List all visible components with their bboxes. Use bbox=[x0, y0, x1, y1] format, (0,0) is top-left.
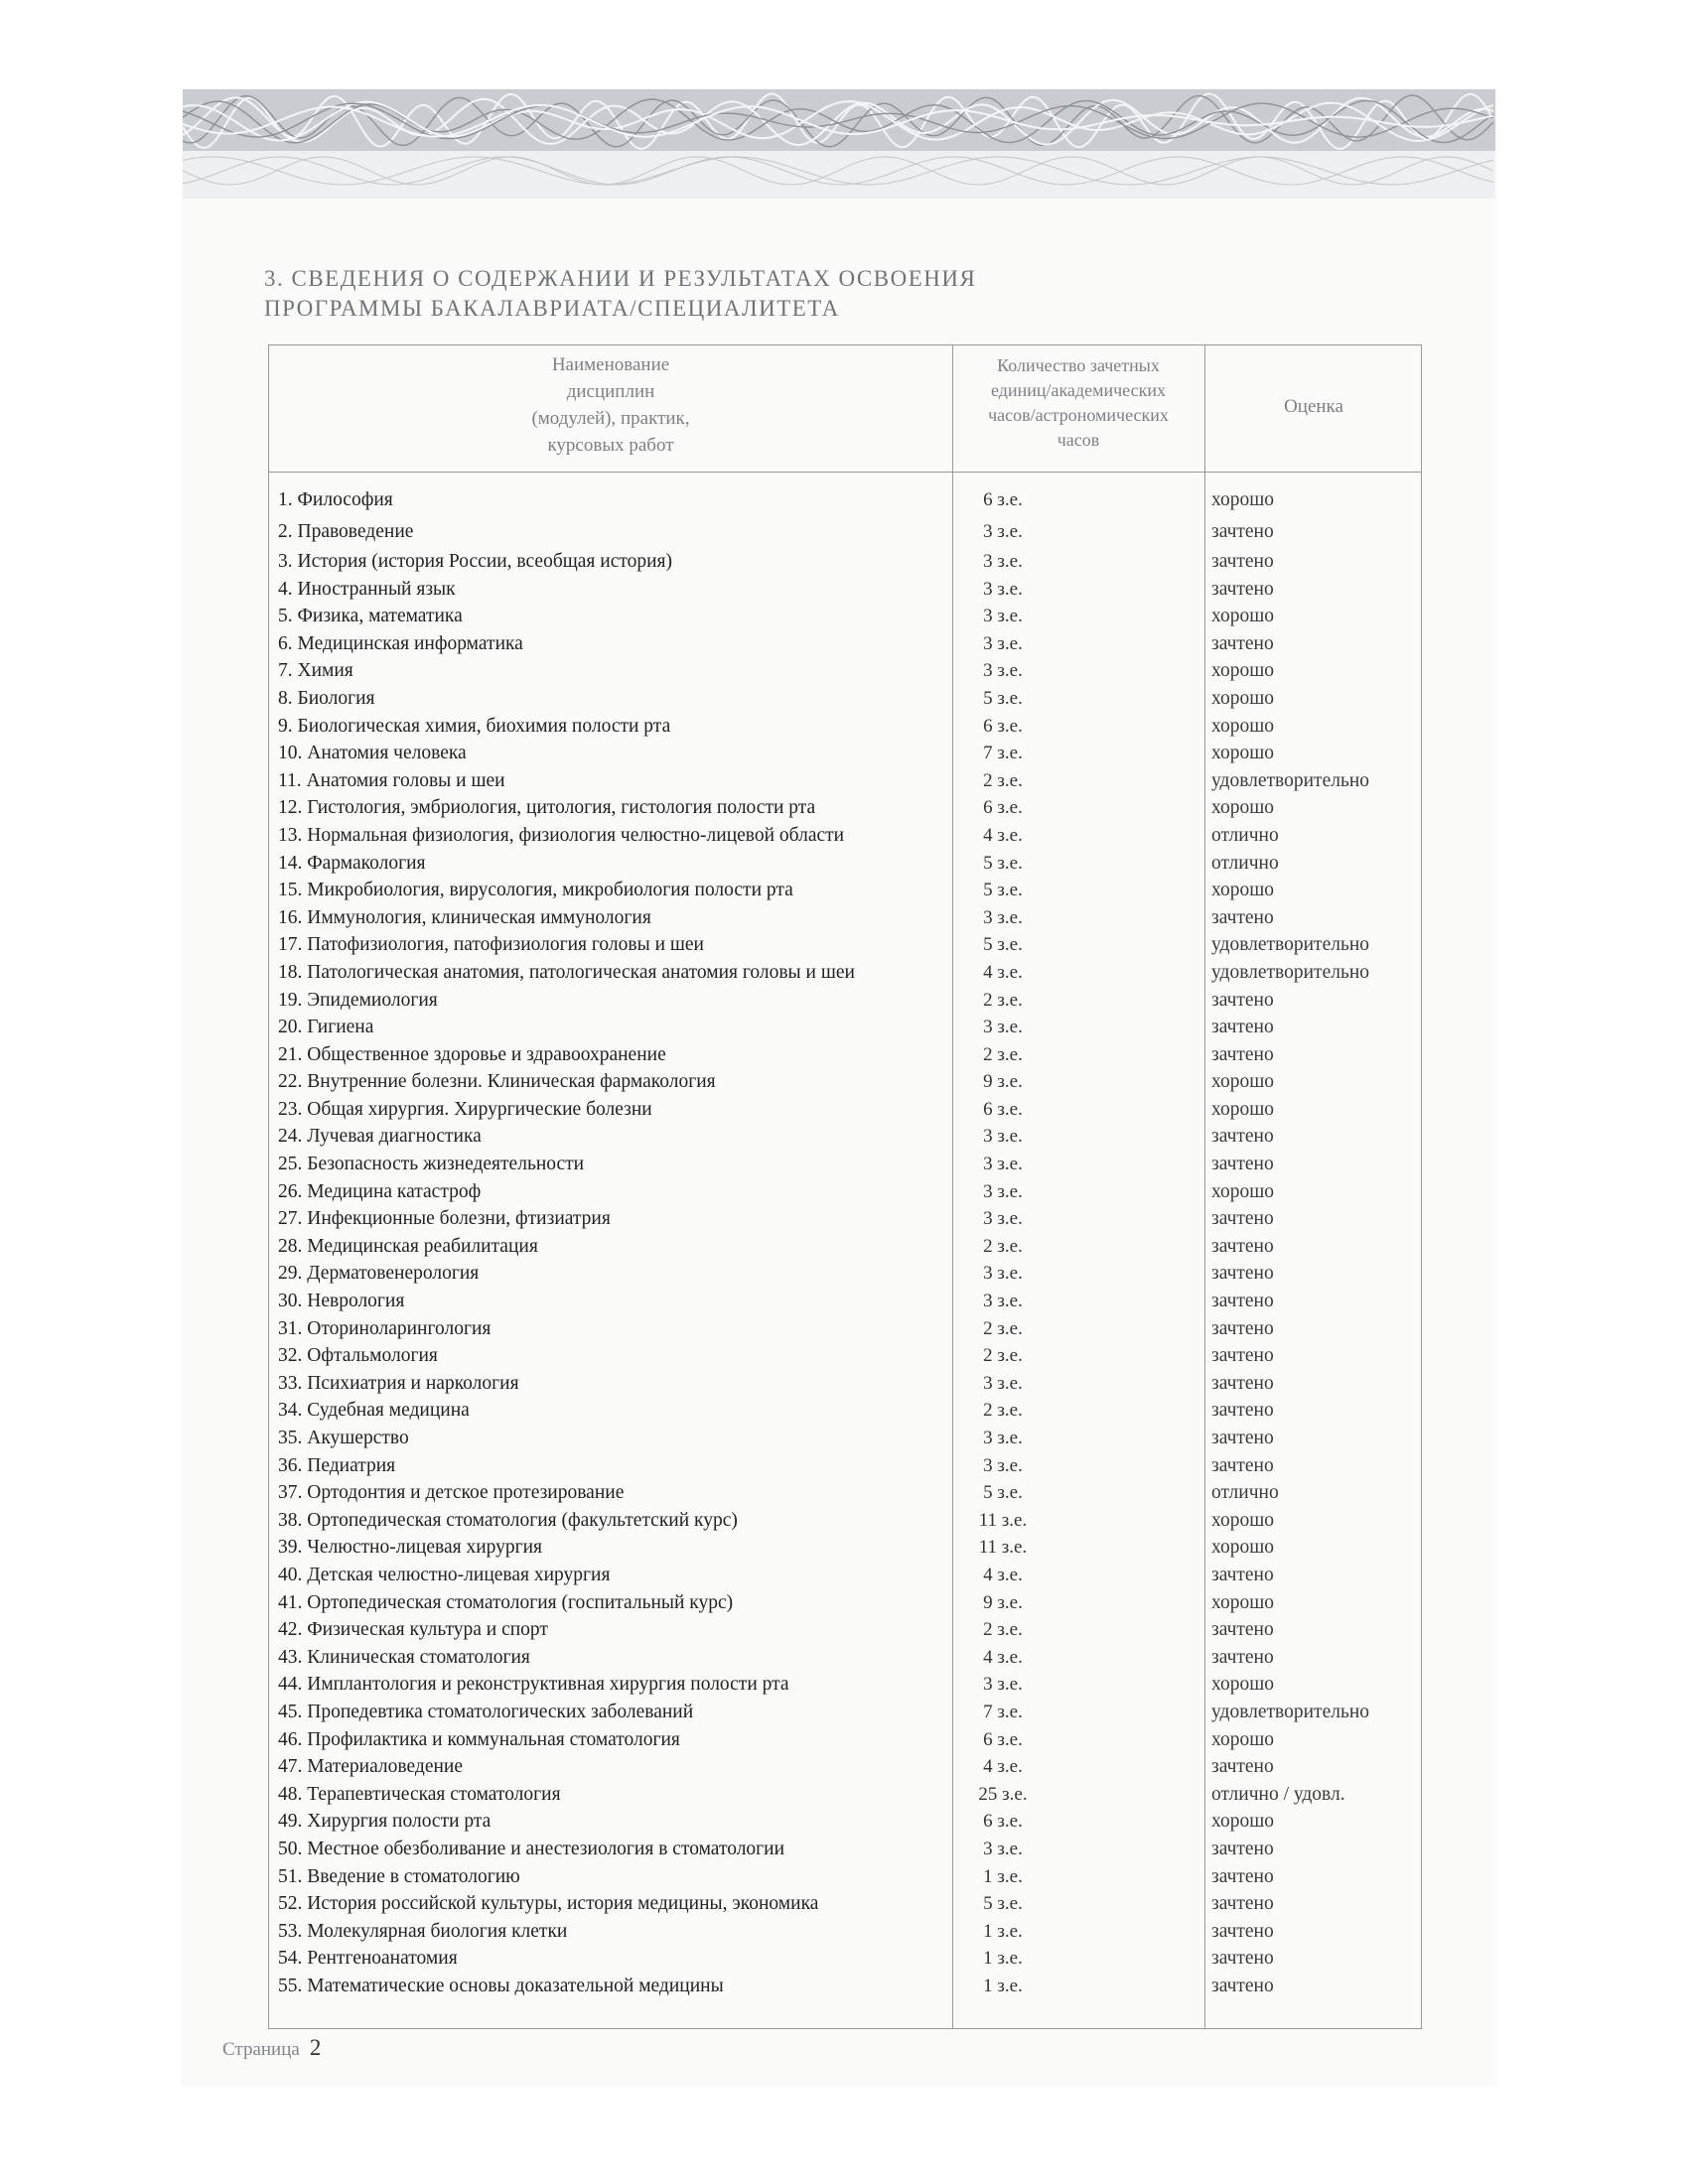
discipline-name: 2. Правоведение bbox=[278, 521, 414, 542]
credits-value: 2 з.е. bbox=[983, 1235, 1023, 1257]
credits-value: 9 з.е. bbox=[983, 1071, 1023, 1093]
credits-value: 5 з.е. bbox=[983, 934, 1023, 956]
grade-value: зачтено bbox=[1211, 1428, 1274, 1448]
page-number: 2 bbox=[309, 2035, 322, 2060]
table-row bbox=[268, 877, 1422, 904]
discipline-name: 18. Патологическая анатомия, патологическая анатомия головы и шеи bbox=[278, 961, 855, 983]
table-row bbox=[268, 1123, 1422, 1151]
discipline-name: 34. Судебная медицина bbox=[278, 1400, 470, 1422]
table-row bbox=[268, 1507, 1422, 1535]
page-label: Страница bbox=[222, 2039, 300, 2060]
discipline-name: 10. Анатомия человека bbox=[278, 743, 467, 764]
discipline-name: 5. Физика, математика bbox=[278, 606, 463, 627]
header-grade: Оценка bbox=[1284, 396, 1343, 417]
credits-value: 3 з.е. bbox=[983, 1291, 1023, 1312]
table-row bbox=[268, 1014, 1422, 1041]
credits-value: 1 з.е. bbox=[983, 1975, 1023, 1996]
table-row bbox=[268, 931, 1422, 959]
grade-value: зачтено bbox=[1211, 1208, 1274, 1230]
header-text: Наименование bbox=[551, 354, 670, 375]
table-row bbox=[268, 1260, 1422, 1288]
table-row bbox=[268, 1479, 1422, 1507]
table-row bbox=[268, 1315, 1422, 1343]
header-text: курсовых работ bbox=[547, 435, 674, 456]
discipline-name: 48. Терапевтическая стоматология bbox=[278, 1783, 561, 1805]
table-row bbox=[268, 1808, 1422, 1836]
discipline-name: 37. Ортодонтия и детское протезирование bbox=[278, 1482, 625, 1504]
discipline-name: 13. Нормальная физиология, физиология челюстно-лицевой области bbox=[278, 824, 845, 846]
discipline-name: 20. Гигиена bbox=[278, 1017, 374, 1038]
header-text: часов bbox=[1056, 430, 1100, 450]
grade-value: хорошо bbox=[1211, 489, 1275, 510]
discipline-name: 9. Биологическая химия, биохимия полости рта bbox=[278, 715, 671, 737]
header-text: Количество зачетных bbox=[997, 355, 1160, 375]
grade-value: удовлетворительно bbox=[1211, 961, 1370, 983]
header-credits bbox=[952, 353, 1204, 453]
table-row bbox=[268, 1068, 1422, 1096]
grade-value: зачтено bbox=[1211, 1043, 1274, 1065]
grade-value: хорошо bbox=[1211, 1728, 1275, 1750]
grade-value: хорошо bbox=[1211, 1180, 1275, 1202]
grade-value: хорошо bbox=[1211, 1674, 1275, 1696]
credits-value: 2 з.е. bbox=[983, 1400, 1023, 1422]
table-row bbox=[268, 1425, 1422, 1452]
discipline-name: 14. Фармакология bbox=[278, 852, 426, 874]
credits-value: 7 з.е. bbox=[983, 1701, 1023, 1722]
discipline-name: 54. Рентгеноанатомия bbox=[278, 1948, 458, 1970]
discipline-name: 51. Введение в стоматологию bbox=[278, 1865, 520, 1887]
grade-value: хорошо bbox=[1211, 743, 1275, 764]
grade-value: зачтено bbox=[1211, 1291, 1274, 1312]
discipline-name: 43. Клиническая стоматология bbox=[278, 1646, 530, 1668]
grade-value: хорошо bbox=[1211, 1591, 1275, 1613]
grade-value: зачтено bbox=[1211, 551, 1274, 572]
grade-value: хорошо bbox=[1211, 715, 1275, 737]
credits-value: 4 з.е. bbox=[983, 1646, 1023, 1668]
credits-value: 6 з.е. bbox=[983, 797, 1023, 819]
grade-value: удовлетворительно bbox=[1211, 769, 1370, 791]
grade-value: хорошо bbox=[1211, 660, 1275, 682]
discipline-name: 4. Иностранный язык bbox=[278, 578, 456, 600]
table-row bbox=[268, 1288, 1422, 1315]
credits-value: 11 з.е. bbox=[978, 1509, 1028, 1531]
table-row bbox=[268, 1644, 1422, 1672]
discipline-name: 36. Педиатрия bbox=[278, 1454, 396, 1476]
grade-value: хорошо bbox=[1211, 1811, 1275, 1833]
grade-value: зачтено bbox=[1211, 1017, 1274, 1038]
discipline-name: 40. Детская челюстно-лицевая хирургия bbox=[278, 1564, 611, 1585]
credits-value: 3 з.е. bbox=[983, 521, 1023, 542]
credits-value: 6 з.е. bbox=[983, 1728, 1023, 1750]
credits-value: 9 з.е. bbox=[983, 1591, 1023, 1613]
discipline-name: 19. Эпидемиология bbox=[278, 989, 438, 1011]
credits-value: 3 з.е. bbox=[983, 632, 1023, 654]
table-row bbox=[268, 1671, 1422, 1699]
grade-value: хорошо bbox=[1211, 687, 1275, 709]
grade-value: удовлетворительно bbox=[1211, 1701, 1370, 1722]
discipline-name: 32. Офтальмология bbox=[278, 1345, 438, 1367]
table-row bbox=[268, 767, 1422, 795]
table-row bbox=[268, 1452, 1422, 1480]
discipline-name: 15. Микробиология, вирусология, микробиология полости рта bbox=[278, 880, 793, 901]
credits-value: 3 з.е. bbox=[983, 1674, 1023, 1696]
grade-value: зачтено bbox=[1211, 521, 1274, 542]
grade-value: отлично bbox=[1211, 824, 1279, 846]
grade-value: хорошо bbox=[1211, 1071, 1275, 1093]
grade-value: зачтено bbox=[1211, 1235, 1274, 1257]
grade-value: хорошо bbox=[1211, 1098, 1275, 1120]
discipline-name: 55. Математические основы доказательной медицины bbox=[278, 1975, 724, 1996]
discipline-name: 7. Химия bbox=[278, 660, 353, 682]
discipline-name: 30. Неврология bbox=[278, 1291, 405, 1312]
discipline-name: 27. Инфекционные болезни, фтизиатрия bbox=[278, 1208, 611, 1230]
discipline-name: 49. Хирургия полости рта bbox=[278, 1811, 492, 1833]
table-row bbox=[268, 1397, 1422, 1425]
header-text: (модулей), практик, bbox=[531, 408, 690, 429]
table-row bbox=[268, 794, 1422, 822]
discipline-name: 52. История российской культуры, история медицины, экономика bbox=[278, 1893, 819, 1915]
grade-value: зачтено bbox=[1211, 1263, 1274, 1285]
table-row bbox=[268, 904, 1422, 932]
section-heading-line-1: 3. СВЕДЕНИЯ О СОДЕРЖАНИИ И РЕЗУЛЬТАТАХ ОСВОЕНИЯ bbox=[264, 266, 977, 291]
grade-value: зачтено bbox=[1211, 578, 1274, 600]
discipline-name: 6. Медицинская информатика bbox=[278, 632, 523, 654]
discipline-name: 50. Местное обезболивание и анестезиология в стоматологии bbox=[278, 1838, 785, 1859]
credits-value: 2 з.е. bbox=[983, 1619, 1023, 1641]
discipline-name: 16. Иммунология, клиническая иммунология bbox=[278, 906, 651, 928]
grade-value: зачтено bbox=[1211, 1619, 1274, 1641]
discipline-name: 33. Психиатрия и наркология bbox=[278, 1372, 519, 1394]
credits-value: 3 з.е. bbox=[983, 1454, 1023, 1476]
grade-value: зачтено bbox=[1211, 632, 1274, 654]
grade-value: зачтено bbox=[1211, 1948, 1274, 1970]
grade-value: хорошо bbox=[1211, 797, 1275, 819]
credits-value: 5 з.е. bbox=[983, 1893, 1023, 1915]
discipline-name: 39. Челюстно-лицевая хирургия bbox=[278, 1537, 543, 1559]
credits-value: 3 з.е. bbox=[983, 551, 1023, 572]
grade-value: хорошо bbox=[1211, 1537, 1275, 1559]
header-text: часов/астрономических bbox=[988, 405, 1169, 425]
discipline-name: 53. Молекулярная биология клетки bbox=[278, 1920, 568, 1942]
grade-value: отлично bbox=[1211, 1482, 1279, 1504]
credits-value: 3 з.е. bbox=[983, 1208, 1023, 1230]
discipline-name: 45. Пропедевтика стоматологических заболеваний bbox=[278, 1701, 694, 1722]
discipline-name: 22. Внутренние болезни. Клиническая фармакология bbox=[278, 1071, 716, 1093]
credits-value: 25 з.е. bbox=[978, 1783, 1028, 1805]
grade-value: зачтено bbox=[1211, 1317, 1274, 1339]
credits-value: 3 з.е. bbox=[983, 1126, 1023, 1148]
discipline-name: 35. Акушерство bbox=[278, 1428, 409, 1448]
grade-value: зачтено bbox=[1211, 989, 1274, 1011]
credits-value: 4 з.е. bbox=[983, 961, 1023, 983]
table-row bbox=[268, 1753, 1422, 1781]
discipline-name: 12. Гистология, эмбриология, цитология, гистология полости рта bbox=[278, 797, 816, 819]
grade-value: зачтено bbox=[1211, 1400, 1274, 1422]
grade-value: зачтено bbox=[1211, 1454, 1274, 1476]
credits-value: 5 з.е. bbox=[983, 1482, 1023, 1504]
table-row bbox=[268, 1342, 1422, 1370]
table-row bbox=[268, 713, 1422, 741]
table-row bbox=[268, 576, 1422, 604]
table-row bbox=[268, 1890, 1422, 1918]
discipline-name: 23. Общая хирургия. Хирургические болезни bbox=[278, 1098, 652, 1120]
discipline-name: 17. Патофизиология, патофизиология головы и шеи bbox=[278, 934, 704, 956]
discipline-name: 46. Профилактика и коммунальная стоматология bbox=[278, 1728, 680, 1750]
table-row bbox=[268, 959, 1422, 987]
table-row bbox=[268, 1781, 1422, 1809]
discipline-name: 28. Медицинская реабилитация bbox=[278, 1235, 538, 1257]
discipline-name: 21. Общественное здоровье и здравоохранение bbox=[278, 1043, 666, 1065]
table-row bbox=[268, 987, 1422, 1015]
discipline-name: 25. Безопасность жизнедеятельности bbox=[278, 1154, 585, 1175]
table-row bbox=[268, 1041, 1422, 1069]
credits-value: 3 з.е. bbox=[983, 1154, 1023, 1175]
credits-value: 2 з.е. bbox=[983, 769, 1023, 791]
table-row bbox=[268, 484, 1422, 516]
discipline-name: 26. Медицина катастроф bbox=[278, 1180, 482, 1202]
grade-value: зачтено bbox=[1211, 1975, 1274, 1996]
grade-value: удовлетворительно bbox=[1211, 934, 1370, 956]
table-row bbox=[268, 1918, 1422, 1946]
table-row bbox=[268, 1233, 1422, 1261]
table-row bbox=[268, 1534, 1422, 1562]
guilloche-ornament-band bbox=[183, 89, 1495, 199]
grade-value: зачтено bbox=[1211, 1920, 1274, 1942]
table-row bbox=[268, 1589, 1422, 1617]
credits-value: 2 з.е. bbox=[983, 989, 1023, 1011]
header-discipline-name bbox=[269, 351, 952, 459]
table-row bbox=[268, 1945, 1422, 1973]
table-row bbox=[268, 1863, 1422, 1891]
table-row bbox=[268, 1973, 1422, 2000]
table-row bbox=[268, 1562, 1422, 1589]
grade-value: зачтено bbox=[1211, 1756, 1274, 1778]
table-row bbox=[268, 1096, 1422, 1124]
discipline-name: 29. Дерматовенерология bbox=[278, 1263, 480, 1285]
table-row bbox=[268, 548, 1422, 576]
table-row bbox=[268, 1616, 1422, 1644]
table-row bbox=[268, 1836, 1422, 1863]
credits-value: 3 з.е. bbox=[983, 1428, 1023, 1448]
grade-value: отлично / удовл. bbox=[1211, 1783, 1345, 1805]
grade-value: зачтено bbox=[1211, 1865, 1274, 1887]
section-heading bbox=[264, 264, 976, 324]
header-divider bbox=[269, 472, 1421, 473]
credits-value: 7 з.е. bbox=[983, 743, 1023, 764]
credits-value: 6 з.е. bbox=[983, 1098, 1023, 1120]
table-row bbox=[268, 1370, 1422, 1398]
credits-value: 3 з.е. bbox=[983, 1017, 1023, 1038]
credits-value: 3 з.е. bbox=[983, 660, 1023, 682]
credits-value: 1 з.е. bbox=[983, 1920, 1023, 1942]
credits-value: 1 з.е. bbox=[983, 1948, 1023, 1970]
credits-value: 5 з.е. bbox=[983, 687, 1023, 709]
credits-value: 4 з.е. bbox=[983, 1756, 1023, 1778]
grade-value: зачтено bbox=[1211, 906, 1274, 928]
discipline-name: 31. Оториноларингология bbox=[278, 1317, 492, 1339]
credits-value: 3 з.е. bbox=[983, 906, 1023, 928]
table-row bbox=[268, 630, 1422, 658]
grade-value: хорошо bbox=[1211, 880, 1275, 901]
credits-value: 2 з.е. bbox=[983, 1043, 1023, 1065]
table-row bbox=[268, 685, 1422, 713]
grade-value: зачтено bbox=[1211, 1372, 1274, 1394]
header-text: единиц/академических bbox=[991, 380, 1166, 400]
section-heading-line-2: ПРОГРАММЫ БАКАЛАВРИАТА/СПЕЦИАЛИТЕТА bbox=[264, 296, 840, 321]
table-row bbox=[268, 850, 1422, 878]
credits-value: 6 з.е. bbox=[983, 715, 1023, 737]
credits-value: 1 з.е. bbox=[983, 1865, 1023, 1887]
header-text: дисциплин bbox=[566, 381, 655, 402]
discipline-name: 44. Имплантология и реконструктивная хирургия полости рта bbox=[278, 1674, 789, 1696]
table-row bbox=[268, 1726, 1422, 1754]
grade-value: зачтено bbox=[1211, 1126, 1274, 1148]
table-row bbox=[268, 1205, 1422, 1233]
table-row bbox=[268, 1151, 1422, 1178]
credits-value: 4 з.е. bbox=[983, 824, 1023, 846]
table-row bbox=[268, 1699, 1422, 1726]
page-footer bbox=[222, 2035, 321, 2061]
credits-value: 3 з.е. bbox=[983, 1372, 1023, 1394]
credits-value: 6 з.е. bbox=[983, 489, 1023, 510]
credits-value: 2 з.е. bbox=[983, 1345, 1023, 1367]
discipline-name: 1. Философия bbox=[278, 489, 393, 510]
grade-value: хорошо bbox=[1211, 1509, 1275, 1531]
grade-value: зачтено bbox=[1211, 1154, 1274, 1175]
credits-value: 5 з.е. bbox=[983, 880, 1023, 901]
credits-value: 3 з.е. bbox=[983, 1180, 1023, 1202]
credits-value: 3 з.е. bbox=[983, 1263, 1023, 1285]
discipline-name: 3. История (история России, всеобщая история) bbox=[278, 551, 673, 572]
grade-value: зачтено bbox=[1211, 1564, 1274, 1585]
credits-value: 11 з.е. bbox=[978, 1537, 1028, 1559]
grade-value: зачтено bbox=[1211, 1646, 1274, 1668]
discipline-name: 41. Ортопедическая стоматология (госпитальный курс) bbox=[278, 1591, 734, 1613]
table-row bbox=[268, 657, 1422, 685]
table-row bbox=[268, 740, 1422, 767]
discipline-name: 38. Ортопедическая стоматология (факультетский курс) bbox=[278, 1509, 738, 1531]
grade-value: отлично bbox=[1211, 852, 1279, 874]
credits-value: 3 з.е. bbox=[983, 1838, 1023, 1859]
table-row bbox=[268, 516, 1422, 548]
discipline-name: 24. Лучевая диагностика bbox=[278, 1126, 482, 1148]
credits-value: 6 з.е. bbox=[983, 1811, 1023, 1833]
discipline-name: 8. Биология bbox=[278, 687, 375, 709]
grade-value: зачтено bbox=[1211, 1838, 1274, 1859]
discipline-name: 42. Физическая культура и спорт bbox=[278, 1619, 548, 1641]
table-row bbox=[268, 1178, 1422, 1206]
credits-value: 2 з.е. bbox=[983, 1317, 1023, 1339]
discipline-name: 47. Материаловедение bbox=[278, 1756, 464, 1778]
table-row bbox=[268, 822, 1422, 850]
table-row bbox=[268, 603, 1422, 630]
credits-value: 4 з.е. bbox=[983, 1564, 1023, 1585]
credits-value: 5 з.е. bbox=[983, 852, 1023, 874]
grade-value: зачтено bbox=[1211, 1893, 1274, 1915]
discipline-name: 11. Анатомия головы и шеи bbox=[278, 769, 505, 791]
credits-value: 3 з.е. bbox=[983, 578, 1023, 600]
grade-value: зачтено bbox=[1211, 1345, 1274, 1367]
table-body bbox=[268, 484, 1422, 1999]
credits-value: 3 з.е. bbox=[983, 606, 1023, 627]
grade-value: хорошо bbox=[1211, 606, 1275, 627]
